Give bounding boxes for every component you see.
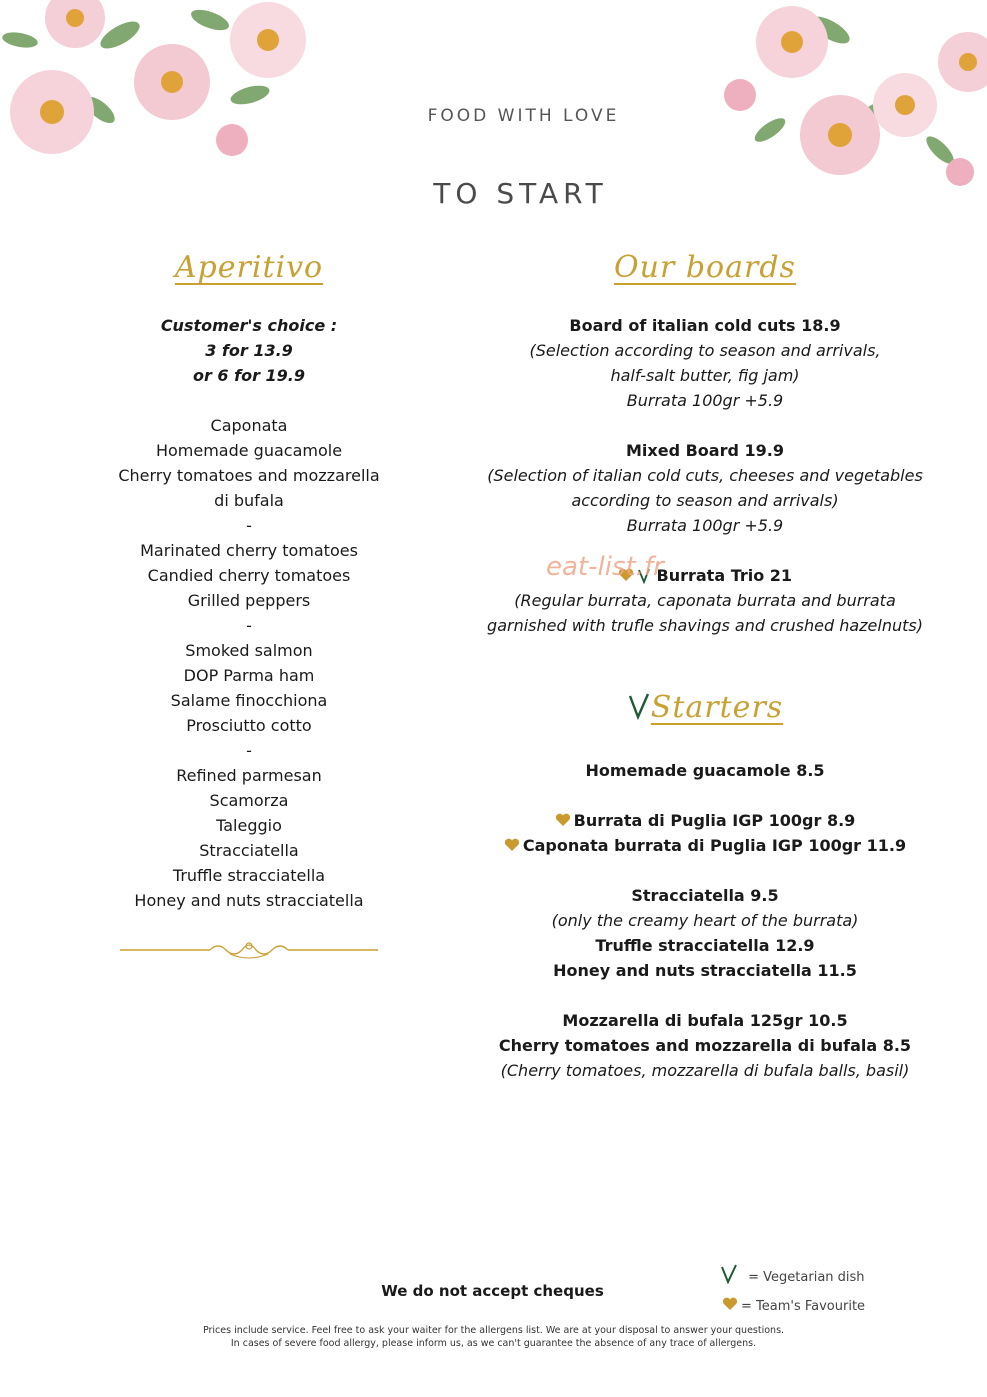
starter-item: Cherry tomatoes and mozzarella di bufala 8.5	[498, 1036, 912, 1055]
group-separator: -	[246, 616, 252, 635]
list-item: Scamorza	[209, 791, 289, 810]
board-description: (Regular burrata, caponata burrata and burrata	[514, 591, 896, 610]
list-item: Grilled peppers	[187, 591, 311, 610]
starter-description: (only the creamy heart of the burrata)	[551, 911, 859, 930]
list-item: Stracciatella	[199, 841, 299, 860]
fine-print-line: In cases of severe food allergy, please inform us, as we can't guarantee the absence of any trace of allergens.	[230, 1338, 757, 1349]
customer-choice-line: 3 for 13.9	[205, 341, 293, 360]
legend-vegetarian	[720, 1264, 865, 1285]
list-item: Truffle stracciatella	[172, 866, 326, 885]
list-item: Refined parmesan	[176, 766, 322, 785]
page-title: TO START	[433, 177, 608, 210]
no-cheques-note: We do not accept cheques	[381, 1282, 604, 1300]
board-description: (Selection of italian cold cuts, cheeses and vegetables	[487, 466, 923, 485]
list-item: Honey and nuts stracciatella	[134, 891, 364, 910]
list-item: Cherry tomatoes and mozzarella	[118, 466, 380, 485]
board-cold-cuts-name: Board of italian cold cuts 18.9	[569, 316, 841, 335]
tagline: FOOD WITH LOVE	[427, 106, 620, 126]
starter-item-fav	[455, 808, 955, 833]
starter-item: Mozzarella di bufala 125gr 10.5	[562, 1011, 848, 1030]
starter-caponata-name: Caponata burrata di Puglia IGP 100gr 11.9	[522, 836, 907, 855]
aperitivo-list	[100, 313, 398, 913]
heart-icon	[504, 838, 520, 852]
legend-favourite-label: = Team's Favourite	[741, 1299, 866, 1314]
list-item: di bufala	[214, 491, 284, 510]
legend-favourite	[722, 1297, 865, 1314]
watermark: eat-list.fr	[546, 552, 664, 582]
board-description: (Selection according to season and arrivals,	[529, 341, 881, 360]
starter-item: Homemade guacamole 8.5	[585, 761, 825, 780]
boards-list	[455, 313, 955, 638]
customer-choice-line: or 6 for 19.9	[192, 366, 306, 385]
list-item: Caponata	[210, 416, 288, 435]
vegetarian-leaf-icon	[627, 692, 651, 720]
starter-description: (Cherry tomatoes, mozzarella di bufala balls, basil)	[500, 1061, 910, 1080]
legend-vegetarian-label: = Vegetarian dish	[748, 1270, 865, 1285]
starter-item-fav	[455, 833, 955, 858]
board-trio-name: Burrata Trio 21	[656, 566, 793, 585]
starters-list	[455, 758, 955, 1083]
board-extra: Burrata 100gr +5.9	[626, 516, 784, 535]
heart-icon	[555, 813, 571, 827]
list-item: Candied cherry tomatoes	[147, 566, 351, 585]
list-item: Salame finocchiona	[170, 691, 328, 710]
flower-decoration-right	[710, 0, 987, 195]
group-separator: -	[246, 516, 252, 535]
board-mixed-name: Mixed Board 19.9	[626, 441, 784, 460]
list-item: Marinated cherry tomatoes	[140, 541, 358, 560]
list-item: Homemade guacamole	[155, 441, 343, 460]
flower-decoration-left	[0, 0, 320, 170]
group-separator: -	[246, 741, 252, 760]
fine-print-line: Prices include service. Feel free to ask your waiter for the allergens list. We are at your disposal to answer your questions.	[202, 1325, 785, 1336]
list-item: Taleggio	[216, 816, 282, 835]
starter-item: Honey and nuts stracciatella 11.5	[553, 961, 857, 980]
list-item: DOP Parma ham	[183, 666, 315, 685]
ornament-divider	[120, 938, 378, 962]
starter-burrata-name: Burrata di Puglia IGP 100gr 8.9	[573, 811, 856, 830]
starter-item: Stracciatella 9.5	[631, 886, 779, 905]
board-description: according to season and arrivals)	[571, 491, 839, 510]
heart-icon	[722, 1297, 738, 1311]
board-description: half-salt butter, fig jam)	[610, 366, 800, 385]
list-item: Prosciutto cotto	[186, 716, 312, 735]
starter-item: Truffle stracciatella 12.9	[595, 936, 815, 955]
list-item: Smoked salmon	[185, 641, 313, 660]
board-trio-row	[455, 563, 955, 588]
boards-heading: Our boards	[614, 250, 796, 285]
aperitivo-heading: Aperitivo	[174, 250, 324, 285]
board-description: garnished with trufle shavings and crushed hazelnuts)	[487, 616, 923, 635]
customer-choice-line: Customer's choice :	[160, 316, 338, 335]
starters-heading: Starters	[650, 690, 784, 725]
board-extra: Burrata 100gr +5.9	[626, 391, 784, 410]
vegetarian-leaf-icon	[720, 1264, 738, 1284]
